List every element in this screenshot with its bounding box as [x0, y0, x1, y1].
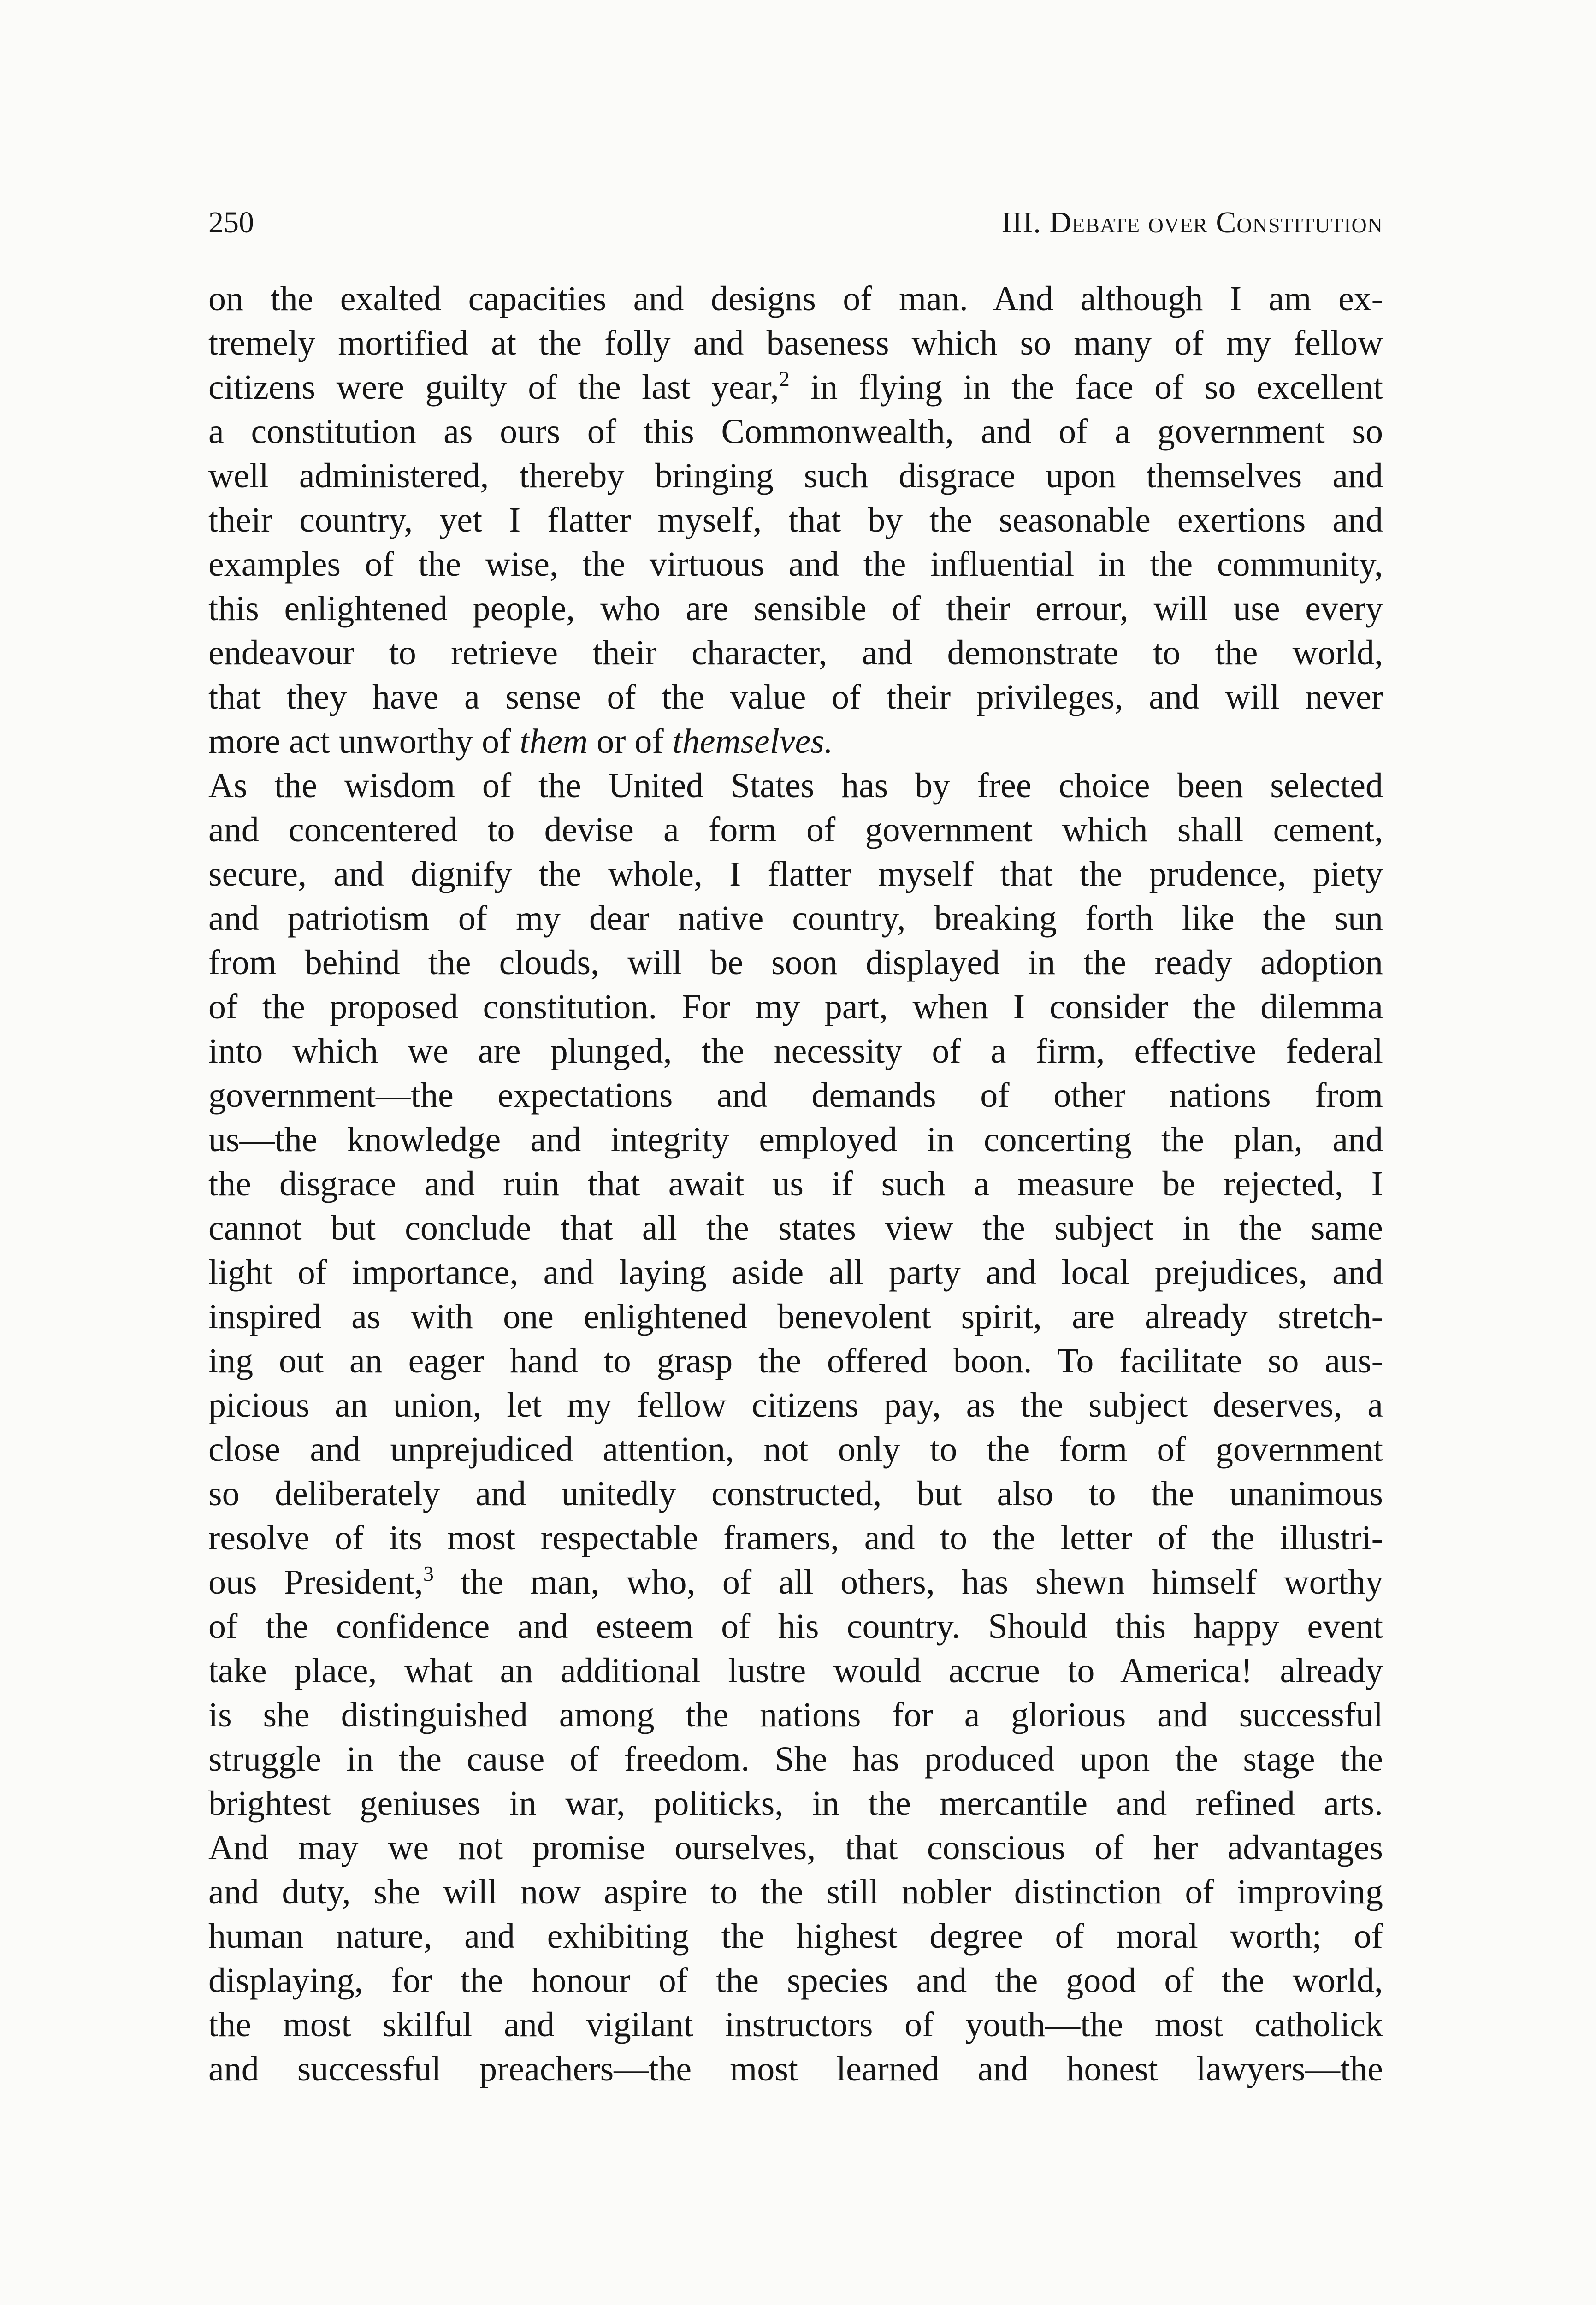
text-run: brightest geniuses in war, politicks, in the mercantile and refined arts. — [208, 1784, 1383, 1823]
text-run: and patriotism of my dear native country, breaking forth like the sun — [208, 899, 1383, 938]
text-run: the most skilful and vigilant instructors of youth—the most catholick — [208, 2005, 1383, 2044]
text-run: inspired as with one enlightened benevolent spirit, are already stretch- — [208, 1297, 1383, 1336]
text-run: a constitution as ours of this Commonwealth, and of a government so — [208, 412, 1383, 451]
text-run: picious an union, let my fellow citizens pay, as the subject deserves, a — [208, 1386, 1383, 1424]
text-line — [208, 277, 1383, 321]
paragraph — [208, 763, 1383, 2091]
text-run: into which we are plunged, the necessity of a firm, effective federal — [208, 1032, 1383, 1070]
text-run: secure, and dignify the whole, I flatter myself that the prudence, piety — [208, 855, 1383, 893]
text-line — [208, 1958, 1383, 2003]
text-line — [208, 321, 1383, 365]
text-run: And may we not promise ourselves, that conscious of her advantages — [208, 1828, 1383, 1867]
body-text — [208, 277, 1383, 2091]
text-run: this enlightened people, who are sensible of their errour, will use every — [208, 589, 1383, 628]
text-run: of the confidence and esteem of his country. Should this happy event — [208, 1607, 1383, 1646]
text-line — [208, 1516, 1383, 1560]
text-line — [208, 1117, 1383, 1162]
text-run: ous President, — [208, 1563, 423, 1602]
text-line — [208, 985, 1383, 1029]
italic-text: themselves. — [672, 722, 833, 761]
text-line — [208, 852, 1383, 896]
text-line — [208, 409, 1383, 454]
text-run: cannot but conclude that all the states view the subject in the same — [208, 1209, 1383, 1247]
section-title: III. Debate over Constitution — [1001, 206, 1383, 239]
text-line — [208, 2003, 1383, 2047]
text-line — [208, 1427, 1383, 1472]
text-line — [208, 763, 1383, 808]
text-line — [208, 586, 1383, 631]
text-run: is she distinguished among the nations for a glorious and successful — [208, 1696, 1383, 1734]
text-run: ing out an eager hand to grasp the offered boon. To facilitate so aus- — [208, 1342, 1383, 1380]
text-run: well administered, thereby bringing such disgrace upon themselves and — [208, 456, 1383, 495]
text-line — [208, 498, 1383, 542]
text-run: the disgrace and ruin that await us if such a measure be rejected, I — [208, 1164, 1383, 1203]
text-line — [208, 719, 1383, 763]
text-line — [208, 1737, 1383, 1781]
text-line — [208, 1693, 1383, 1737]
text-run: resolve of its most respectable framers, and to the letter of the illustri- — [208, 1519, 1383, 1557]
text-line — [208, 1073, 1383, 1117]
text-run: and successful preachers—the most learned and honest lawyers—the — [208, 2050, 1383, 2088]
italic-text: them — [520, 722, 588, 761]
text-run: take place, what an additional lustre would accrue to America! already — [208, 1651, 1383, 1690]
text-line — [208, 1339, 1383, 1383]
text-run: in flying in the face of so excellent — [789, 368, 1383, 407]
text-run: endeavour to retrieve their character, and demonstrate to the world, — [208, 633, 1383, 672]
paragraph — [208, 277, 1383, 763]
text-run: and duty, she will now aspire to the still nobler distinction of improving — [208, 1873, 1383, 1911]
text-run: displaying, for the honour of the species and the good of the world, — [208, 1961, 1383, 2000]
text-line — [208, 808, 1383, 852]
text-line — [208, 1250, 1383, 1294]
text-run: struggle in the cause of freedom. She has produced upon the stage the — [208, 1740, 1383, 1779]
text-line — [208, 1162, 1383, 1206]
text-line — [208, 1029, 1383, 1073]
text-line — [208, 454, 1383, 498]
text-run: tremely mortified at the folly and baseness which so many of my fellow — [208, 324, 1383, 362]
text-run: and concentered to devise a form of government which shall cement, — [208, 810, 1383, 849]
text-run: light of importance, and laying aside all party and local prejudices, and — [208, 1253, 1383, 1292]
text-line — [208, 675, 1383, 719]
text-line — [208, 940, 1383, 985]
text-run: human nature, and exhibiting the highest degree of moral worth; of — [208, 1917, 1383, 1956]
text-line — [208, 896, 1383, 940]
text-run: the man, who, of all others, has shewn himself worthy — [433, 1563, 1383, 1602]
text-run: of the proposed constitution. For my part, when I consider the dilemma — [208, 987, 1383, 1026]
text-line — [208, 1604, 1383, 1649]
text-run: us—the knowledge and integrity employed in concerting the plan, and — [208, 1120, 1383, 1159]
text-run: on the exalted capacities and designs of man. And although I am ex- — [208, 279, 1383, 318]
text-run: government—the expectations and demands of other nations from — [208, 1076, 1383, 1115]
footnote-marker: 2 — [779, 367, 790, 390]
text-run: their country, yet I flatter myself, that by the seasonable exertions and — [208, 501, 1383, 539]
text-run: examples of the wise, the virtuous and the influential in the community, — [208, 545, 1383, 584]
text-line — [208, 1870, 1383, 1914]
text-run: close and unprejudiced attention, not only to the form of government — [208, 1430, 1383, 1469]
text-run: from behind the clouds, will be soon displayed in the ready adoption — [208, 943, 1383, 982]
text-line — [208, 1294, 1383, 1339]
running-head — [208, 197, 1383, 248]
text-run: so deliberately and unitedly constructed, but also to the unanimous — [208, 1474, 1383, 1513]
page-number: 250 — [208, 206, 254, 239]
text-line — [208, 1649, 1383, 1693]
text-run: citizens were guilty of the last year, — [208, 368, 779, 407]
text-run: or of — [588, 722, 673, 761]
text-line — [208, 1206, 1383, 1250]
text-line — [208, 2047, 1383, 2091]
text-line — [208, 1560, 1383, 1604]
text-line — [208, 1914, 1383, 1958]
text-line — [208, 1383, 1383, 1427]
text-run: more act unworthy of — [208, 722, 520, 761]
text-line — [208, 1781, 1383, 1826]
text-run: that they have a sense of the value of their privileges, and will never — [208, 678, 1383, 716]
text-line — [208, 631, 1383, 675]
text-line — [208, 542, 1383, 586]
text-run: As the wisdom of the United States has by free choice been selected — [208, 766, 1383, 805]
text-line — [208, 1472, 1383, 1516]
footnote-marker: 3 — [423, 1562, 434, 1585]
text-line — [208, 365, 1383, 409]
text-line — [208, 1826, 1383, 1870]
